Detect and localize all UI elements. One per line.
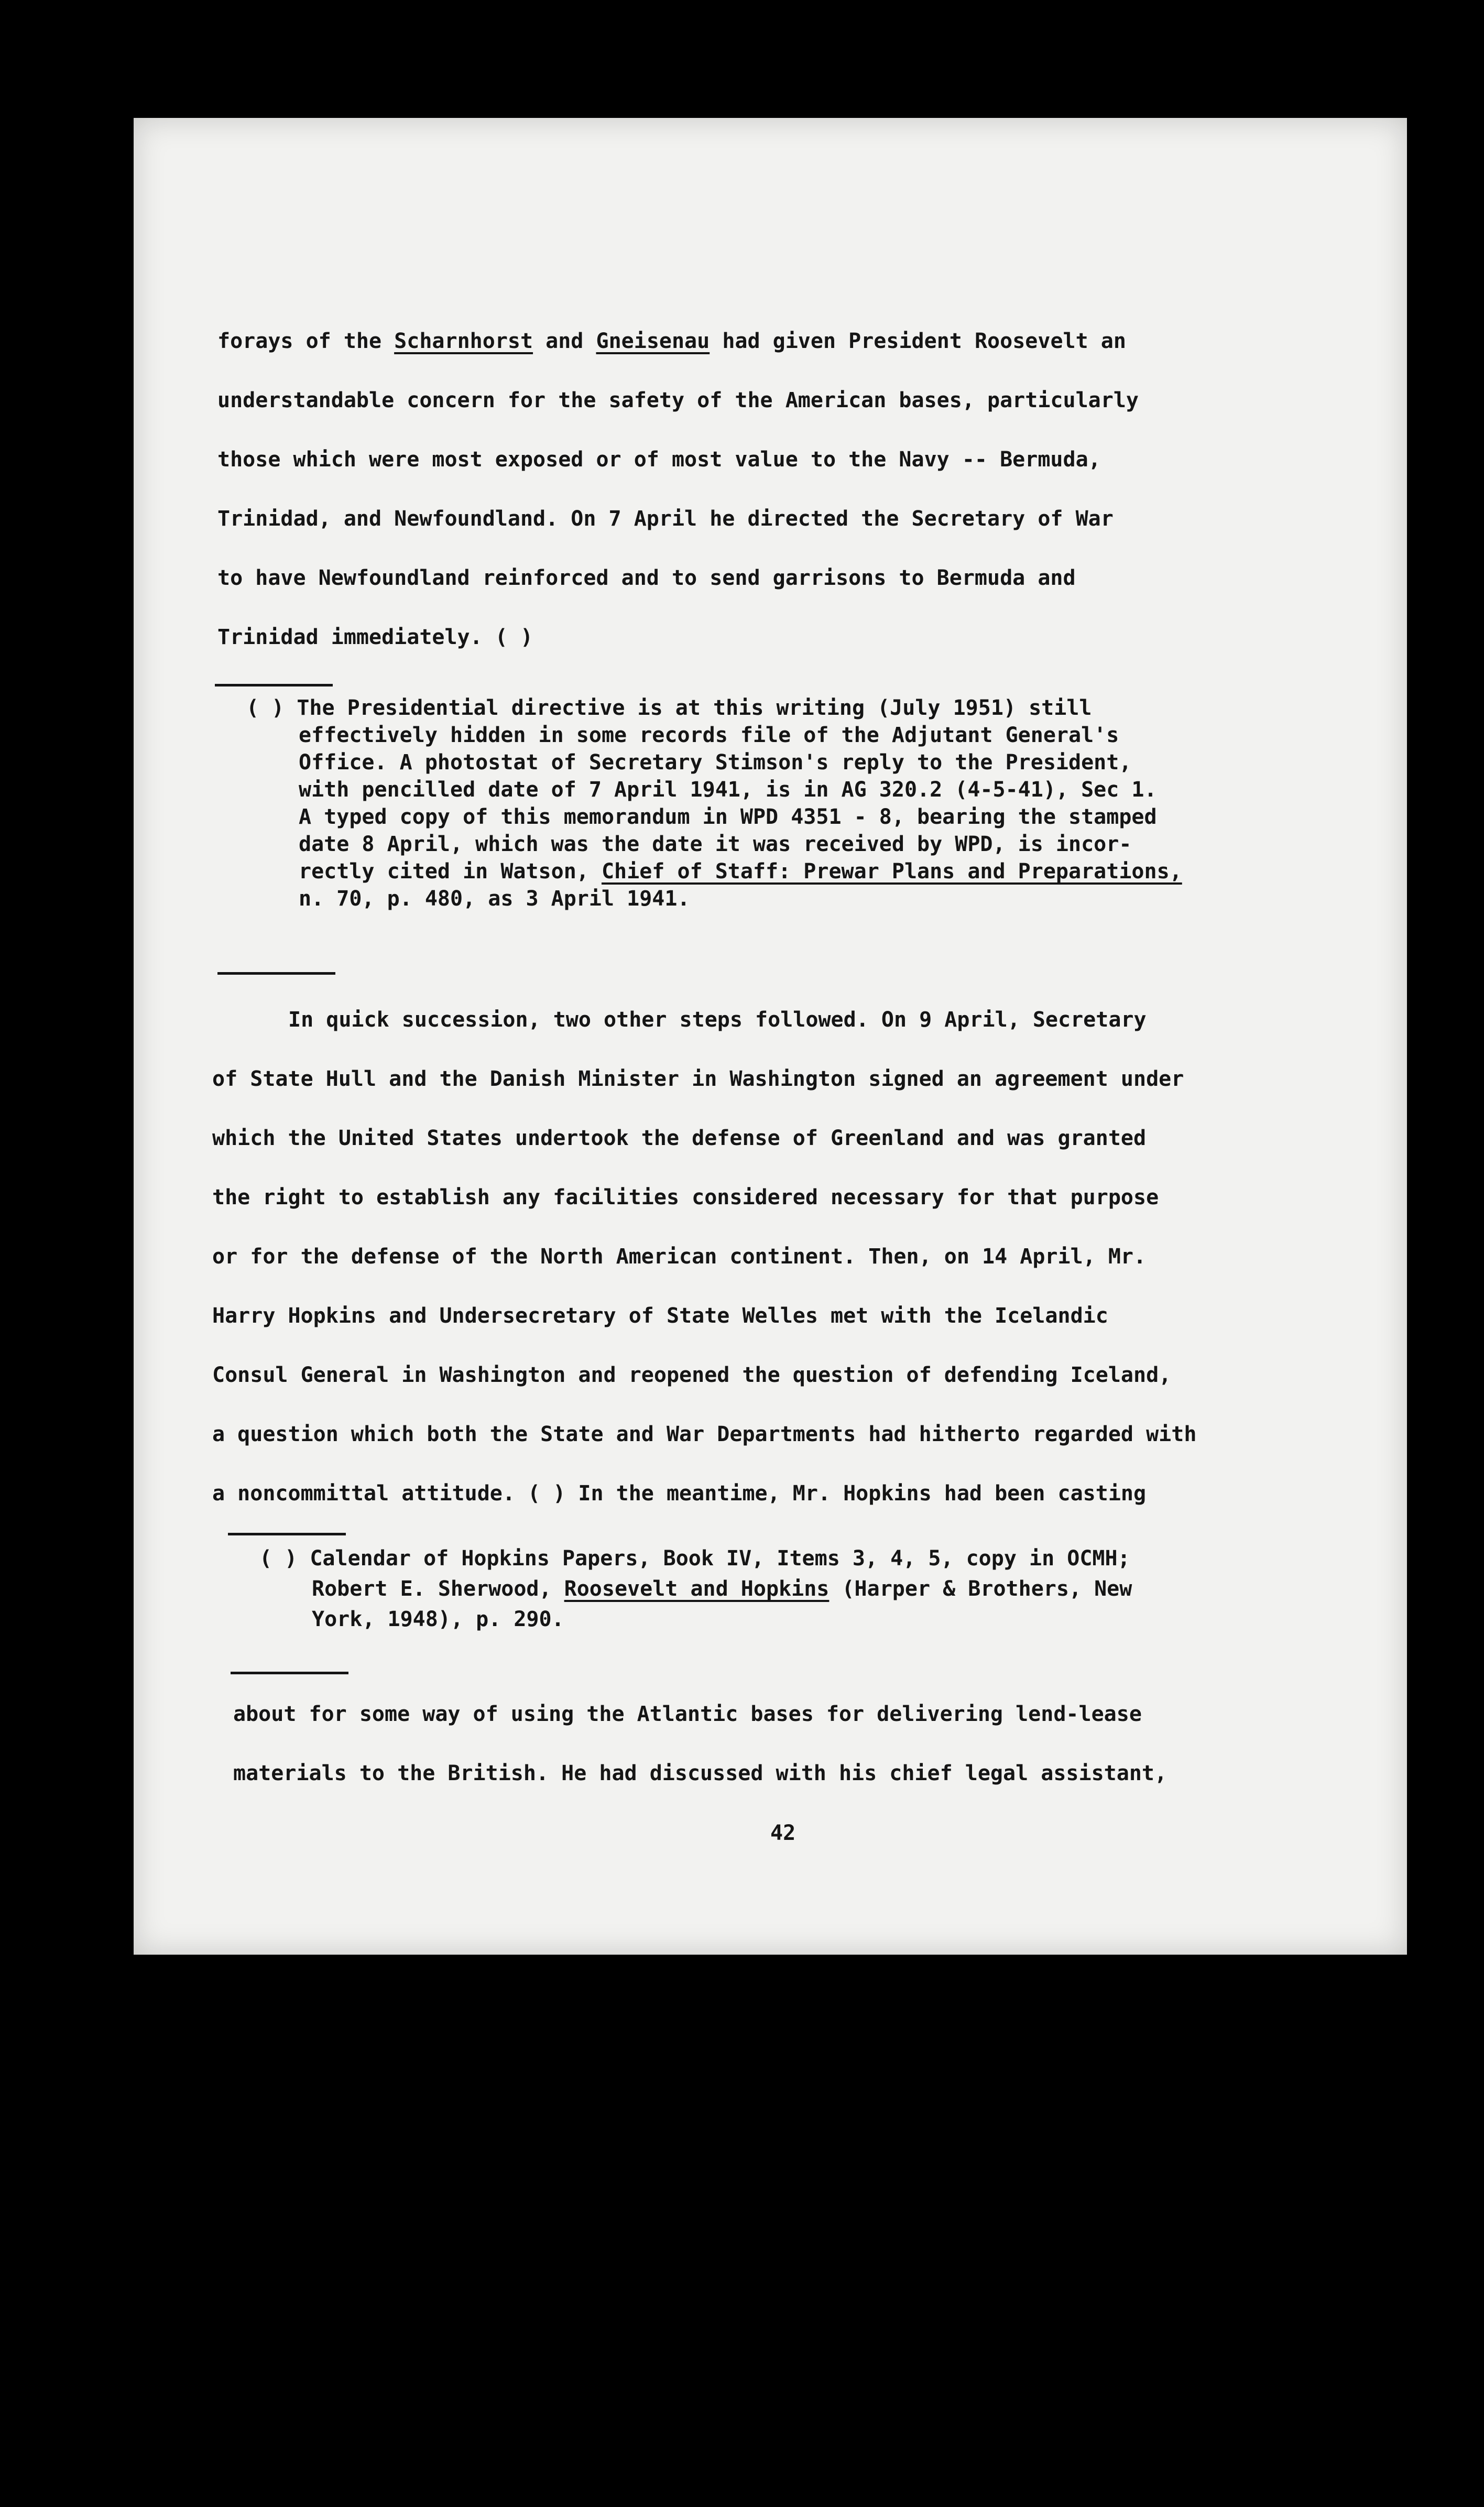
footnote-line: A typed copy of this memorandum in WPD 4351 - 8, bearing the stamped [299,805,1157,829]
footnote-line: Office. A photostat of Secretary Stimson's reply to the President, [299,750,1132,775]
text-line: the right to establish any facilities considered necessary for that purpose [212,1185,1159,1209]
paragraph-2 [212,990,1396,1523]
ship-name-gneisenau: Gneisenau [596,329,710,353]
footnote-line: date 8 April, which was the date it was received by WPD, is incor- [299,832,1132,856]
footnote-line: with pencilled date of 7 April 1941, is in AG 320.2 (4-5-41), Sec 1. [299,778,1157,802]
footnote-line: ( ) Calendar of Hopkins Papers, Book IV, Items 3, 4, 5, copy in OCMH; [259,1546,1130,1571]
footnote-line: ( ) The Presidential directive is at this writing (July 1951) still [246,696,1092,720]
page-number: 42 [770,1821,796,1845]
footnote-line: York, 1948), p. 290. [312,1607,564,1631]
footnote-line: Robert E. Sherwood, Roosevelt and Hopkins (Harper & Brothers, New [312,1577,1132,1601]
citation-title-chief-of-staff: Chief of Staff: Prewar Plans and Preparations, [601,859,1182,884]
text-line: about for some way of using the Atlantic bases for delivering lend-lease [233,1702,1142,1726]
text-line: Trinidad immediately. ( ) [217,625,533,649]
ship-name-scharnhorst: Scharnhorst [394,329,533,353]
footnote-line: effectively hidden in some records file of the Adjutant General's [299,723,1119,747]
text-line: a noncommittal attitude. ( ) In the meantime, Mr. Hopkins had been casting [212,1481,1147,1506]
paragraph-3 [233,1685,1386,1803]
text-line: Trinidad, and Newfoundland. On 7 April he directed the Secretary of War [217,507,1114,531]
footnote-2 [259,1543,1386,1634]
text-line: those which were most exposed or of most value to the Navy -- Bermuda, [217,448,1101,472]
text-line: Harry Hopkins and Undersecretary of State Welles met with the Icelandic [212,1304,1108,1328]
footnote-line: rectly cited in Watson, Chief of Staff: Prewar Plans and Preparations, [299,859,1182,884]
paragraph-1 [212,312,1391,667]
footnote-rule-bottom [231,1672,348,1674]
text-line: a question which both the State and War Departments had hitherto regarded with [212,1422,1197,1446]
text-line: Consul General in Washington and reopened the question of defending Iceland, [212,1363,1172,1387]
text-line: understandable concern for the safety of the American bases, particularly [217,388,1139,412]
text-line: or for the defense of the North American continent. Then, on 14 April, Mr. [212,1245,1147,1269]
text-line: forays of the Scharnhorst and Gneisenau had given President Roosevelt an [217,329,1126,353]
text-line: which the United States undertook the defense of Greenland and was granted [212,1126,1147,1150]
citation-title-roosevelt-and-hopkins: Roosevelt and Hopkins [564,1577,830,1601]
footnote-line: n. 70, p. 480, as 3 April 1941. [299,887,690,911]
text-line: to have Newfoundland reinforced and to send garrisons to Bermuda and [217,566,1076,590]
text-line: of State Hull and the Danish Minister in Washington signed an agreement under [212,1067,1184,1091]
footnote-rule-bottom [217,972,335,975]
footnote-rule-top [215,684,333,686]
document-page [134,118,1407,1955]
footnote-rule-top [228,1533,346,1535]
text-line: In quick succession, two other steps followed. On 9 April, Secretary [288,1008,1147,1032]
footnote-1 [246,694,1399,912]
text-line: materials to the British. He had discussed with his chief legal assistant, [233,1761,1167,1785]
